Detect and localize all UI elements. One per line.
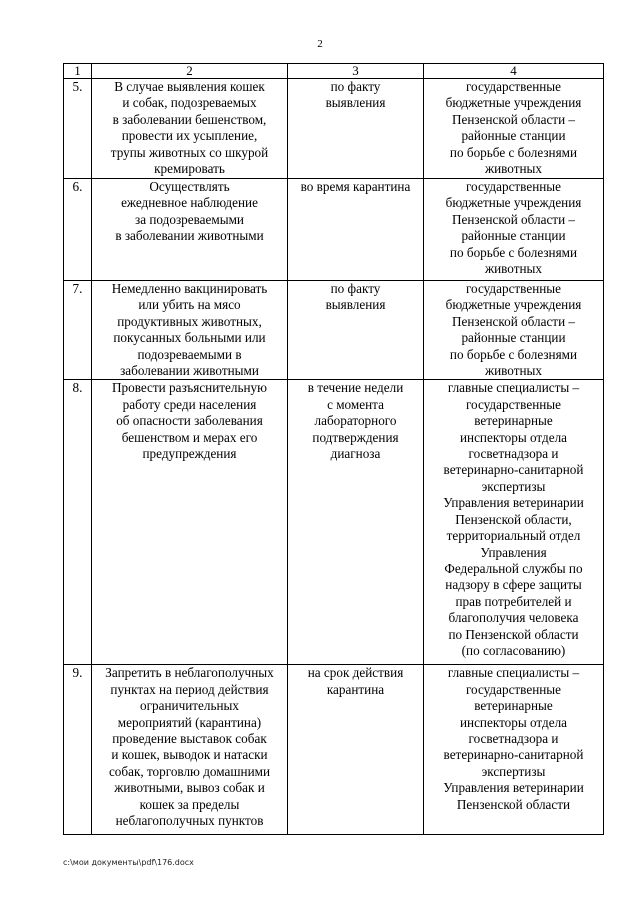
term-cell: по факту выявления [288,281,424,380]
file-path-footer: c:\мои документы\pdf\176.docx [63,858,194,867]
table-row [64,380,604,665]
row-number: 9. [64,665,92,835]
action-cell: Немедленно вакцинировать или убить на мясо продуктивных животных, покусанных больными или подозреваемыми в заболевании животными [92,281,288,380]
term-cell: во время карантина [288,179,424,281]
responsible-cell: государственные бюджетные учреждения Пензенской области – районные станции по борьбе с болезнями животных [424,79,604,179]
measures-table [63,63,604,835]
table-row [64,179,604,281]
action-cell: Запретить в неблагополучных пунктах на период действия ограничительных мероприятий (карантина) проведение выставок собак и кошек, выводок и натаски собак, торговлю домашними животными, вывоз собак и кошек за пределы неблагополучных пунктов [92,665,288,835]
table-header-row [64,64,604,79]
header-cell: 2 [92,64,288,79]
term-cell: по факту выявления [288,79,424,179]
row-number: 8. [64,380,92,665]
row-number: 7. [64,281,92,380]
responsible-cell: государственные бюджетные учреждения Пензенской области – районные станции по борьбе с болезнями животных [424,179,604,281]
page-number: 2 [317,38,323,50]
header-cell: 4 [424,64,604,79]
action-cell: Осуществлять ежедневное наблюдение за подозреваемыми в заболевании животными [92,179,288,281]
action-cell: В случае выявления кошек и собак, подозреваемых в заболевании бешенством, провести их усыпление, трупы животных со шкурой кремировать [92,79,288,179]
header-cell: 3 [288,64,424,79]
table-row [64,79,604,179]
header-cell: 1 [64,64,92,79]
term-cell: в течение недели с момента лабораторного подтверждения диагноза [288,380,424,665]
table-row [64,281,604,380]
action-cell: Провести разъяснительную работу среди населения об опасности заболевания бешенством и мерах его предупреждения [92,380,288,665]
row-number: 5. [64,79,92,179]
responsible-cell: главные специалисты – государственные ветеринарные инспекторы отдела госветнадзора и ветеринарно-санитарной экспертизы Управления ветеринарии Пензенской области [424,665,604,835]
row-number: 6. [64,179,92,281]
term-cell: на срок действия карантина [288,665,424,835]
responsible-cell: главные специалисты – государственные ветеринарные инспекторы отдела госветнадзора и ветеринарно-санитарной экспертизы Управления ветеринарии Пензенской области, территориальный отдел Управления Федеральной службы по надзору в сфере защиты прав потребителей и благополучия человека по Пензенской области (по согласованию) [424,380,604,665]
responsible-cell: государственные бюджетные учреждения Пензенской области – районные станции по борьбе с болезнями животных [424,281,604,380]
table-row [64,665,604,835]
